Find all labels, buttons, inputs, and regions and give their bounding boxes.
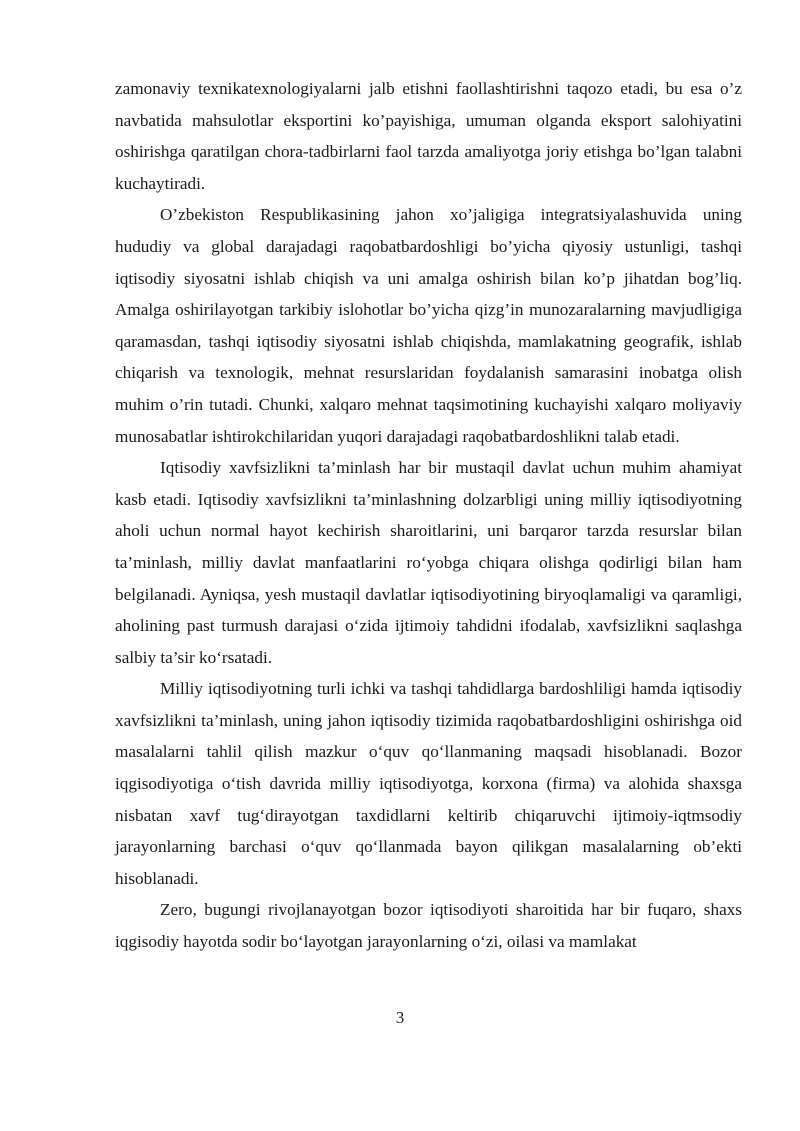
paragraph-economic-security: Iqtisodiy xavfsizlikni ta’minlash har bir mustaqil davlat uchun muhim ahamiyat kasb etadi. Iqtisodiy xavfsizlikni ta’minlashning dolzarbligi uning milliy iqtisodiyotning aholi uchun normal hayot kechirish sharoitlarini, uni barqaror tarzda resurslar bilan ta’minlash, milliy davlat manfaatlarini ro‘yobga chiqara olishga qodirligi bilan ham belgilanadi. Ayniqsa, yesh mustaqil davlatlar iqtisodiyotining biryoqlamaligi va qaramligi, aholining past turmush darajasi o‘zida ijtimoiy tahdidni ifodalab, xavfsizlikni saqlashga salbiy ta’sir ko‘rsatadi. — [115, 458, 742, 667]
page-number: 3 — [395, 1008, 405, 1027]
paragraph-conclusion-start: Zero, bugungi rivojlanayotgan bozor iqtisodiyoti sharoitida har bir fuqaro, shaxs iqgisodiy hayotda sodir bo‘layotgan jarayonlarning o‘zi, oilasi va mamlakat — [115, 900, 742, 952]
paragraph-integration: O’zbekiston Respublikasining jahon xo’jaligiga integratsiyalashuvida uning hududiy va global darajadagi raqobatbardoshligi bo’yicha qiyosiy ustunligi, tashqi iqtisodiy siyosatni ishlab chiqish va uni amalga oshirish bilan ko’p jihatdan bog’liq. Amalga oshirilayotgan tarkibiy islohotlar bo’yicha qizg’in munozaralarning mavjudligiga qaramasdan, tashqi iqtisodiy siyosatni ishlab chiqishda, mamlakatning geografik, ishlab chiqarish va texnologik, mehnat resurslaridan foydalanish samarasini inobatga olish muhim o’rin tutadi. Chunki, xalqaro mehnat taqsimotining kuchayishi xalqaro moliyaviy munosabatlar ishtirokchilaridan yuqori darajadagi raqobatbardoshlikni talab etadi. — [115, 205, 742, 446]
paragraph-continuation: zamonaviy texnikatexnologiyalarni jalb etishni faollashtirishni taqozo etadi, bu esa o’z navbatida mahsulotlar eksportini ko’payishiga, umuman olganda eksport salohiyatini oshirishga qaratilgan chora-tadbirlarni faol tarzda amaliyotga joriy etishga bo’lgan talabni kuchaytiradi. — [115, 79, 742, 193]
paragraph-manual-purpose: Milliy iqtisodiyotning turli ichki va tashqi tahdidlarga bardoshliligi hamda iqtisodiy xavfsizlikni ta’minlash, uning jahon iqtisodiy tizimida raqobatbardoshligini oshirishga oid masalalarni tahlil qilish mazkur o‘quv qo‘llanmaning maqsadi hisoblanadi. Bozor iqgisodiyotiga o‘tish davrida milliy iqtisodiyotga, korxona (firma) va alohida shaxsga nisbatan xavf tug‘dirayotgan taxdidlarni keltirib chiqaruvchi ijtimoiy-iqtmsodiy jarayonlarning barchasi o‘quv qo‘llanmada bayon qilikgan masalalarning ob’ekti hisoblanadi. — [115, 679, 742, 888]
document-body — [115, 73, 742, 958]
